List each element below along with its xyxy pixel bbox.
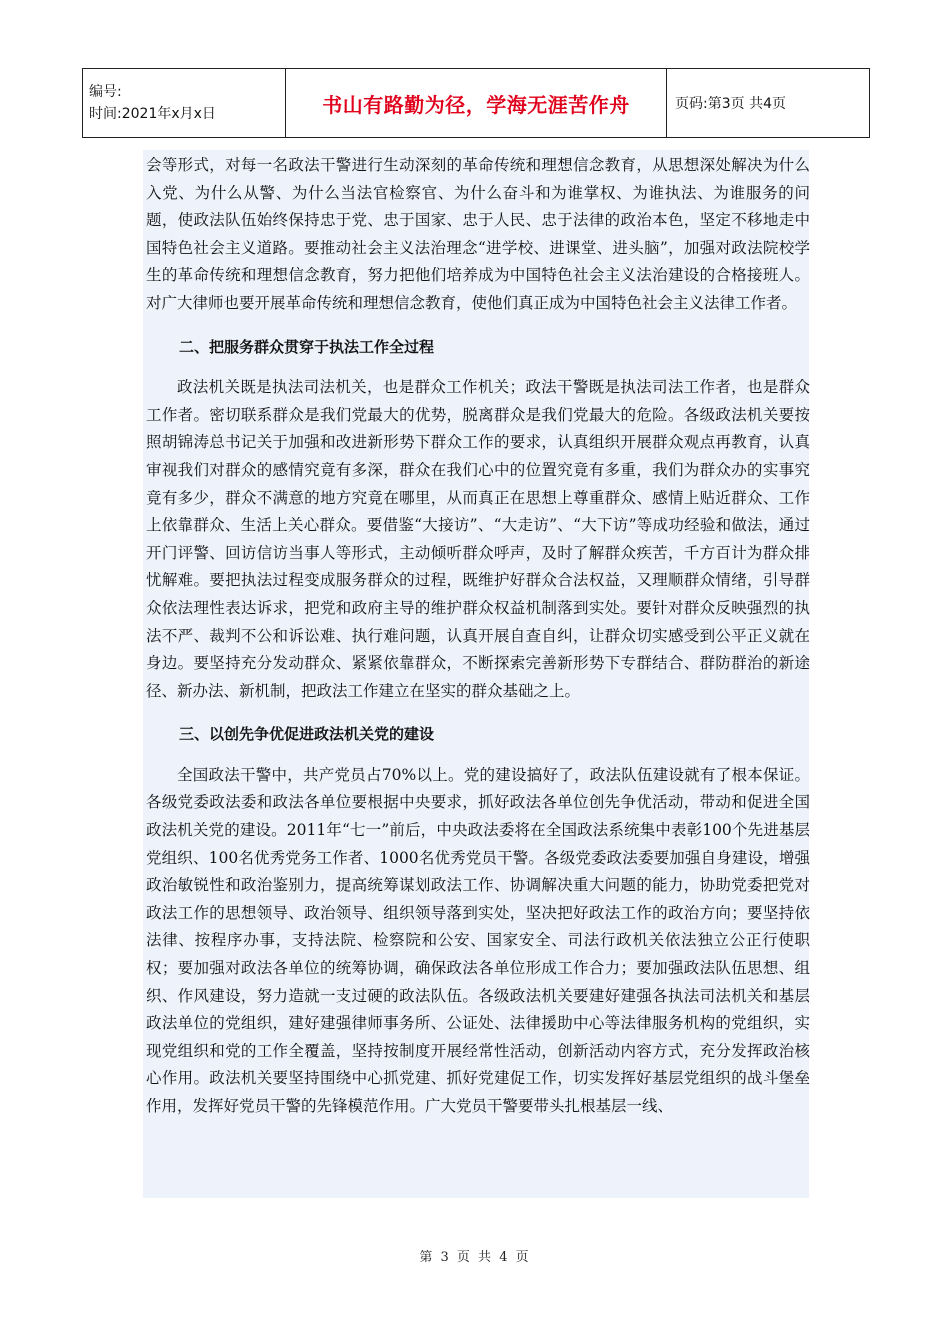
section3-heading: 三、以创先争优促进政法机关党的建设 (179, 725, 435, 744)
date-label: 时间:2021年x月x日 (89, 106, 216, 122)
paragraph-section1-continued: 会等形式，对每一名政法干警进行生动深刻的革命传统和理想信念教育，从思想深处解决为什么入党、为什么从警、为什么当法官检察官、为什么奋斗和为谁掌权、为谁执法、为谁服务的问题，使政法队伍始终保持忠于党、忠于国家、忠于人民、忠于法律的政治本色，坚定不移地走中国特色社会主义道路。要推动社会主义法治理念“进学校、进课堂、进头脑”，加强对政法院校学生的革命传统和理想信念教育，努力把他们培养成为中国特色社会主义法治建设的合格接班人。对广大律师也要开展革命传统和理想信念教育，使他们真正成为中国特色社会主义法律工作者。 (146, 156, 810, 312)
header-motto: 书山有路勤为径，学海无涯苦作舟 (286, 69, 667, 138)
section2-heading: 二、把服务群众贯穿于执法工作全过程 (179, 337, 435, 356)
page-footer: 第 3 页 共 4 页 (419, 1250, 531, 1265)
header-page-label: 页码:第3页 共4页 (667, 69, 870, 138)
document-body (146, 152, 810, 1121)
document-header (82, 68, 870, 138)
header-meta-cell (83, 69, 286, 138)
paragraph-section3: 全国政法干警中，共产党员占70%以上。党的建设搞好了，政法队伍建设就有了根本保证。各级党委政法委和政法各单位要根据中央要求，抓好政法各单位创先争优活动，带动和促进全国政法机关党的建设。2011年“七一”前后，中央政法委将在全国政法系统集中表彰100个先进基层党组织、100名优秀党务工作者、1000名优秀党员干警。各级党委政法委要加强自身建设，增强政治敏锐性和政治鉴别力，提高统筹谋划政法工作、协调解决重大问题的能力，协助党委把党对政法工作的思想领导、政治领导、组织领导落到实处，坚决把好政法工作的政治方向；要坚持依法律、按程序办事，支持法院、检察院和公安、国家安全、司法行政机关依法独立公正行使职权；要加强对政法各单位的统筹协调，确保政法各单位形成工作合力；要加强政法队伍思想、组织、作风建设，努力造就一支过硬的政法队伍。各级政法机关要建好建强各执法司法机关和基层政法单位的党组织，建好建强律师事务所、公证处、法律援助中心等法律服务机构的党组织，实现党组织和党的工作全覆盖，坚持按制度开展经常性活动，创新活动内容方式，充分发挥政治核心作用。政法机关要坚持围绕中心抓党建、抓好党建促工作，切实发挥好基层党组织的战斗堡垒作用，发挥好党员干警的先锋模范作用。广大党员干警要带头扎根基层一线、 (146, 765, 810, 1115)
number-label: 编号: (89, 84, 122, 100)
paragraph-section2: 政法机关既是执法司法机关，也是群众工作机关；政法干警既是执法司法工作者，也是群众工作者。密切联系群众是我们党最大的优势，脱离群众是我们党最大的危险。各级政法机关要按照胡锦涛总书记关于加强和改进新形势下群众工作的要求，认真组织开展群众观点再教育，认真审视我们对群众的感情究竟有多深，群众在我们心中的位置究竟有多重，我们为群众办的实事究竟有多少，群众不满意的地方究竟在哪里，从而真正在思想上尊重群众、感情上贴近群众、工作上依靠群众、生活上关心群众。要借鉴“大接访”、“大走访”、“大下访”等成功经验和做法，通过开门评警、回访信访当事人等形式，主动倾听群众呼声，及时了解群众疾苦，千方百计为群众排忧解难。要把执法过程变成服务群众的过程，既维护好群众合法权益，又理顺群众情绪，引导群众依法理性表达诉求，把党和政府主导的维护群众权益机制落到实处。要针对群众反映强烈的执法不严、裁判不公和诉讼难、执行难问题，认真开展自查自纠，让群众切实感受到公平正义就在身边。要坚持充分发动群众、紧紧依靠群众，不断探索完善新形势下专群结合、群防群治的新途径、新办法、新机制，把政法工作建立在坚实的群众基础之上。 (146, 378, 810, 700)
